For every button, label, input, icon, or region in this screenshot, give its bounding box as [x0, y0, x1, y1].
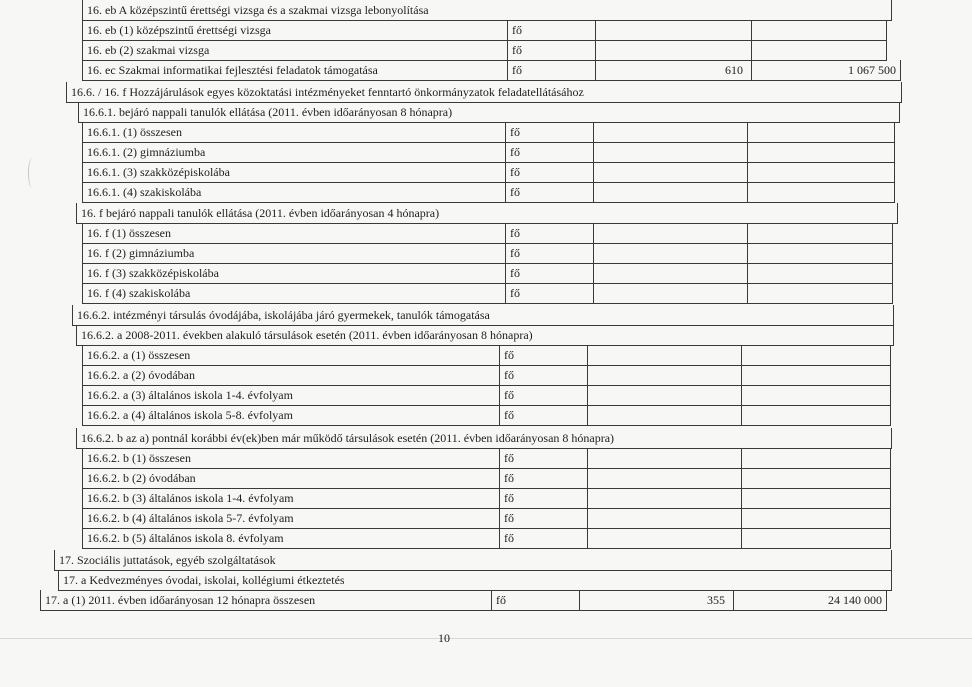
- value-cell-1: [593, 122, 743, 142]
- unit-cell: fő: [505, 122, 594, 142]
- value-cell-1: [587, 468, 737, 488]
- row-label: 16.6.2. b (3) általános iskola 1-4. évfolyam: [87, 491, 294, 505]
- unit-cell: fő: [505, 283, 594, 303]
- value-cell-2: [747, 162, 895, 182]
- row-label: 16.6.2. b (2) óvodában: [87, 471, 196, 485]
- section-label: 16.6.2. b az a) pontnál korábbi év(ek)ben már működő társulások esetén (2011. évben időarányosan 8 hónapra): [81, 431, 615, 445]
- unit-cell: fő: [491, 590, 580, 610]
- row-label: 16.6.2. a (2) óvodában: [87, 368, 195, 382]
- value-cell-2: [747, 263, 893, 283]
- value-cell-2: [747, 182, 895, 202]
- table-row: [82, 263, 893, 284]
- unit-cell: fő: [499, 468, 588, 488]
- row-label: 16. ec Szakmai informatikai fejlesztési feladatok támogatása: [87, 63, 378, 77]
- value-cell-1: [593, 243, 743, 263]
- unit-cell: fő: [505, 223, 594, 243]
- section-row: [82, 0, 892, 21]
- table-row: [82, 20, 887, 41]
- table-row: [82, 365, 891, 386]
- page-number: 10: [438, 631, 450, 645]
- unit-cell: fő: [499, 488, 588, 508]
- value-cell-1: 355: [579, 590, 729, 610]
- row-label: 16. eb (2) szakmai vizsga: [87, 43, 210, 57]
- value-cell-1: [593, 162, 743, 182]
- unit-cell: fő: [507, 20, 596, 40]
- unit-cell: fő: [507, 60, 596, 80]
- row-label: 16.6.2. a (1) összesen: [87, 348, 191, 362]
- row-label: 16.6.2. a (4) általános iskola 5-8. évfolyam: [87, 408, 293, 422]
- table-row: [82, 283, 893, 304]
- scan-edge-mark: [28, 158, 36, 188]
- row-label: 17. a (1) 2011. évben időarányosan 12 hónapra összesen: [45, 593, 316, 607]
- value-cell-2: [747, 283, 893, 303]
- row-label: 16.6.2. b (1) összesen: [87, 451, 191, 465]
- value-cell-1: [587, 345, 737, 365]
- value-cell-2: [747, 122, 895, 142]
- value-cell-2: [741, 405, 891, 425]
- value-cell-1: [587, 528, 737, 548]
- unit-cell: fő: [505, 182, 594, 202]
- section-label: 17. a Kedvezményes óvodai, iskolai, kollégiumi étkeztetés: [63, 573, 345, 587]
- value-cell-1: [587, 508, 737, 528]
- value-cell-2: [747, 142, 895, 162]
- value-cell-1: [587, 488, 737, 508]
- value-cell-2: 1 067 500: [751, 60, 901, 80]
- section-row: [58, 570, 892, 591]
- table-row: [82, 488, 891, 509]
- row-label: 16. f (2) gimnáziumba: [87, 246, 195, 260]
- section-label: 16.6.2. intézményi társulás óvodájába, iskolájába járó gyermekek, tanulók támogatása: [77, 308, 490, 322]
- value-cell-2: [741, 385, 891, 405]
- section-label: 17. Szociális juttatások, egyéb szolgáltatások: [59, 553, 276, 567]
- section-label: 16. f bejáró nappali tanulók ellátása (2011. évben időarányosan 4 hónapra): [81, 206, 440, 220]
- unit-cell: fő: [505, 263, 594, 283]
- table-row: [82, 60, 901, 81]
- table-row: [82, 345, 891, 366]
- section-label: 16.6.2. a 2008-2011. években alakuló társulások esetén (2011. évben időarányosan 8 hónapra): [81, 328, 533, 342]
- section-label: 16. eb A középszintű érettségi vizsga és a szakmai vizsga lebonyolítása: [87, 3, 429, 17]
- table-row: [40, 590, 887, 611]
- value-cell-1: [595, 40, 747, 60]
- value-cell-1: [593, 142, 743, 162]
- row-label: 16.6.2. a (3) általános iskola 1-4. évfolyam: [87, 388, 293, 402]
- value-cell-1: [587, 385, 737, 405]
- row-label: 16. f (4) szakiskolába: [87, 286, 191, 300]
- table-row: [82, 142, 895, 163]
- value-cell-2: [741, 488, 891, 508]
- unit-cell: fő: [507, 40, 596, 60]
- row-label: 16.6.2. b (4) általános iskola 5-7. évfolyam: [87, 511, 294, 525]
- row-label: 16. f (3) szakközépiskolába: [87, 266, 219, 280]
- row-label: 16.6.1. (4) szakiskolába: [87, 185, 202, 199]
- table-row: [82, 468, 891, 489]
- section-row: [72, 305, 894, 326]
- section-row: [66, 82, 902, 103]
- unit-cell: fő: [505, 142, 594, 162]
- table-row: [82, 405, 891, 426]
- row-label: 16.6.2. b (5) általános iskola 8. évfolyam: [87, 531, 284, 545]
- value-cell-2: [741, 468, 891, 488]
- section-label: 16.6. / 16. f Hozzájárulások egyes közoktatási intézményeket fenntartó önkormányzatok feladatellátásához: [71, 85, 584, 99]
- value-cell-2: [741, 528, 891, 548]
- value-cell-1: [595, 20, 747, 40]
- unit-cell: fő: [499, 448, 588, 468]
- section-label: 16.6.1. bejáró nappali tanulók ellátása (2011. évben időarányosan 8 hónapra): [83, 105, 453, 119]
- section-row: [76, 428, 892, 449]
- value-cell-1: [587, 448, 737, 468]
- value-cell-2: [751, 40, 887, 60]
- table-row: [82, 40, 887, 61]
- table-row: [82, 528, 891, 549]
- section-row: [76, 325, 894, 346]
- unit-cell: fő: [505, 162, 594, 182]
- unit-cell: fő: [499, 365, 588, 385]
- unit-cell: fő: [505, 243, 594, 263]
- unit-cell: fő: [499, 508, 588, 528]
- value-cell-2: [741, 345, 891, 365]
- row-label: 16.6.1. (1) összesen: [87, 125, 182, 139]
- value-cell-1: [593, 263, 743, 283]
- value-cell-2: [741, 448, 891, 468]
- value-cell-2: [741, 508, 891, 528]
- table-row: [82, 508, 891, 529]
- table-row: [82, 385, 891, 406]
- value-cell-2: [747, 223, 893, 243]
- value-cell-2: [741, 365, 891, 385]
- unit-cell: fő: [499, 528, 588, 548]
- value-cell-1: [587, 365, 737, 385]
- table-row: [82, 182, 895, 203]
- section-row: [54, 550, 892, 571]
- value-cell-2: 24 140 000: [733, 590, 887, 610]
- unit-cell: fő: [499, 345, 588, 365]
- scan-artifact-line: [0, 638, 972, 639]
- section-row: [78, 102, 900, 123]
- value-cell-1: [593, 223, 743, 243]
- value-cell-1: [587, 405, 737, 425]
- table-row: [82, 223, 893, 244]
- value-cell-1: 610: [595, 60, 747, 80]
- value-cell-1: [593, 182, 743, 202]
- row-label: 16. f (1) összesen: [87, 226, 171, 240]
- section-row: [76, 203, 898, 224]
- unit-cell: fő: [499, 405, 588, 425]
- table-row: [82, 448, 891, 469]
- value-cell-2: [747, 243, 893, 263]
- table-row: [82, 243, 893, 264]
- value-cell-1: [593, 283, 743, 303]
- value-cell-2: [751, 20, 887, 40]
- table-row: [82, 122, 895, 143]
- table-row: [82, 162, 895, 183]
- row-label: 16. eb (1) középszintű érettségi vizsga: [87, 23, 271, 37]
- unit-cell: fő: [499, 385, 588, 405]
- row-label: 16.6.1. (3) szakközépiskolába: [87, 165, 230, 179]
- row-label: 16.6.1. (2) gimnáziumba: [87, 145, 206, 159]
